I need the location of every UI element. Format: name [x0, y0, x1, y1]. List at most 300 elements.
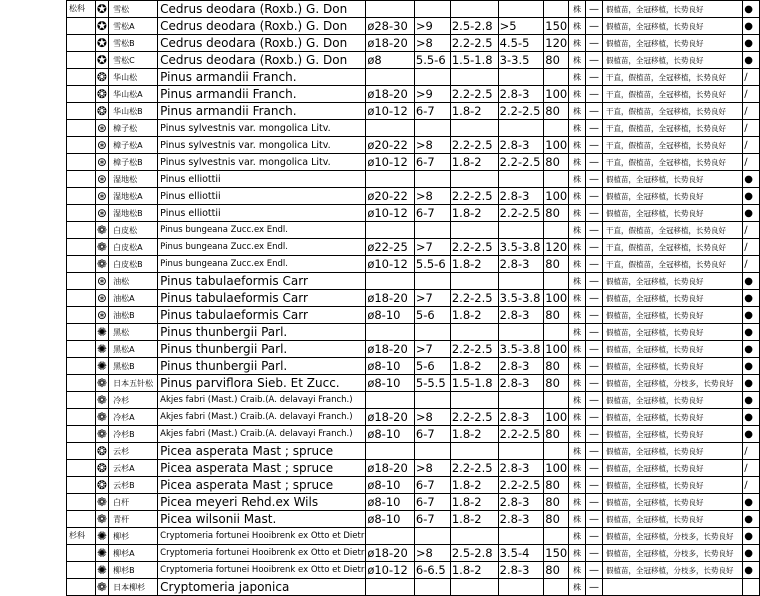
remark-cell-text: 假植苗，全冠移植，分枝多，长势良好: [605, 565, 734, 575]
remark-cell-text: 假植苗，全冠移植，长势良好: [605, 412, 704, 422]
latin-name-cell: [158, 477, 366, 494]
remark-cell: [602, 579, 742, 596]
family-cell: [67, 290, 96, 307]
remark-cell: [602, 409, 742, 426]
latin-name-cell: [158, 171, 366, 188]
quantity-cell: [544, 103, 569, 120]
chinese-name-cell: [109, 69, 158, 86]
chinese-name-cell-text: 白杆: [113, 497, 130, 507]
spread-cell: [498, 511, 544, 528]
unit-cell: [569, 18, 586, 35]
spread-cell-text: 2.8-3: [499, 409, 530, 424]
latin-name-cell: [158, 426, 366, 443]
quantity-cell: [544, 69, 569, 86]
height-cell-text: 2.5-2.8: [451, 545, 493, 560]
diameter-cell-text: ø18-20: [367, 290, 408, 305]
remark-cell-text: 假植苗，全冠移植，长势良好: [605, 327, 704, 337]
spread-cell: [498, 358, 544, 375]
unit-cell: [569, 273, 586, 290]
unit-cell: [569, 477, 586, 494]
diameter-cell: [366, 69, 415, 86]
height-cell-text: 2.2-2.5: [451, 35, 493, 50]
plant-schedule-table: [66, 0, 760, 596]
height-cell: [450, 273, 498, 290]
unit-cell: [569, 35, 586, 52]
crown-height-cell: [414, 426, 450, 443]
remark-cell-text: 干直，假植苗，全冠移植，长势良好: [605, 140, 726, 150]
spread-cell: [498, 460, 544, 477]
diameter-cell-text: ø18-20: [367, 460, 408, 475]
marker-cell-text: ●: [744, 394, 753, 406]
chinese-name-cell: [109, 103, 158, 120]
remark-cell: [602, 443, 742, 460]
chinese-name-cell-text: 华山松A: [113, 89, 143, 99]
family-cell: [67, 307, 96, 324]
height-cell-text: 2.2-2.5: [451, 86, 493, 101]
remark-cell: [602, 35, 742, 52]
plant-symbol-icon: ❁: [96, 494, 107, 509]
chinese-name-cell-text: 冷杉B: [113, 429, 135, 439]
family-cell: [67, 86, 96, 103]
crown-height-cell-text: >7: [415, 239, 433, 254]
dash-cell: [585, 426, 602, 443]
height-cell: [450, 35, 498, 52]
crown-height-cell-text: >8: [415, 460, 433, 475]
spread-cell: [498, 375, 544, 392]
family-cell: [67, 1, 96, 18]
remark-cell: [602, 494, 742, 511]
spread-cell-text: 2.8-3: [499, 375, 530, 390]
unit-cell: [569, 307, 586, 324]
latin-name-cell-text: Pinus elliottii: [160, 173, 221, 185]
diameter-cell-text: ø8-10: [367, 307, 401, 322]
chinese-name-cell: [109, 307, 158, 324]
chinese-name-cell-text: 油松A: [113, 293, 135, 303]
marker-cell: [743, 171, 760, 188]
table-row: [67, 307, 760, 324]
marker-cell-text: ∕: [744, 445, 748, 457]
chinese-name-cell: [109, 528, 158, 545]
marker-cell: [743, 273, 760, 290]
height-cell: [450, 69, 498, 86]
quantity-cell: [544, 358, 569, 375]
chinese-name-cell: [109, 341, 158, 358]
family-cell: [67, 324, 96, 341]
crown-height-cell-text: 6-7: [415, 426, 435, 441]
unit-cell: [569, 222, 586, 239]
latin-name-cell-text: Akjes fabri (Mast.) Craib.(A. delavayi Franch.): [160, 394, 353, 405]
dash-cell-text: —: [588, 343, 599, 355]
unit-cell-text: 株: [573, 361, 582, 371]
dash-cell-text: —: [588, 513, 599, 525]
chinese-name-cell-text: 油松: [113, 276, 130, 286]
remark-cell-text: 假植苗，全冠移植，长势良好: [605, 191, 704, 201]
height-cell: [450, 18, 498, 35]
crown-height-cell-text: >8: [415, 137, 433, 152]
height-cell: [450, 171, 498, 188]
chinese-name-cell: [109, 1, 158, 18]
marker-cell: [743, 511, 760, 528]
plant-symbol-icon: ⊛: [96, 290, 107, 305]
crown-height-cell: [414, 52, 450, 69]
family-cell: [67, 273, 96, 290]
latin-name-cell: [158, 392, 366, 409]
dash-cell-text: —: [588, 37, 599, 49]
crown-height-cell: [414, 528, 450, 545]
table-row: [67, 358, 760, 375]
spread-cell: [498, 409, 544, 426]
latin-name-cell-text: Pinus sylvestnis var. mongolica Litv.: [160, 156, 331, 168]
family-cell: [67, 154, 96, 171]
latin-name-cell-text: Pinus armandii Franch.: [160, 103, 297, 118]
latin-name-cell-text: Picea asperata Mast ; spruce: [160, 477, 334, 492]
dash-cell: [585, 477, 602, 494]
chinese-name-cell: [109, 375, 158, 392]
height-cell: [450, 324, 498, 341]
chinese-name-cell: [109, 205, 158, 222]
unit-cell-text: 株: [573, 89, 582, 99]
marker-cell: [743, 375, 760, 392]
marker-cell-text: ●: [744, 309, 753, 321]
marker-cell-text: ∕: [744, 88, 748, 100]
marker-cell-text: ●: [744, 411, 753, 423]
diameter-cell-text: ø22-25: [367, 239, 408, 254]
latin-name-cell: [158, 35, 366, 52]
dash-cell-text: —: [588, 292, 599, 304]
remark-cell-text: 干直，假植苗，全冠移植，长势良好: [605, 123, 726, 133]
dash-cell: [585, 86, 602, 103]
crown-height-cell-text: >9: [415, 18, 433, 33]
diameter-cell: [366, 392, 415, 409]
plant-symbol-icon: ✺: [96, 341, 107, 356]
unit-cell-text: 株: [573, 429, 582, 439]
height-cell: [450, 205, 498, 222]
dash-cell: [585, 1, 602, 18]
dash-cell-text: —: [588, 207, 599, 219]
spread-cell-text: >5: [499, 18, 517, 33]
dash-cell: [585, 171, 602, 188]
dash-cell-text: —: [588, 122, 599, 134]
unit-cell-text: 株: [573, 157, 582, 167]
remark-cell-text: 假植苗，全冠移植，长势良好: [605, 446, 704, 456]
latin-name-cell-text: Cryptomeria fortunei Hooibrenk ex Otto et Dietr: [160, 530, 365, 541]
latin-name-cell-text: Pinus elliottii: [160, 207, 221, 219]
unit-cell-text: 株: [573, 310, 582, 320]
unit-cell-text: 株: [573, 446, 582, 456]
remark-cell-text: 假植苗，全冠移植，长势良好: [605, 361, 704, 371]
chinese-name-cell-text: 樟子松: [113, 123, 138, 133]
remark-cell-text: 干直，假植苗，全冠移植，长势良好: [605, 225, 726, 235]
marker-cell-text: ●: [744, 377, 753, 389]
unit-cell: [569, 375, 586, 392]
crown-height-cell: [414, 137, 450, 154]
spread-cell: [498, 18, 544, 35]
spread-cell: [498, 256, 544, 273]
latin-name-cell-text: Cryptomeria japonica: [160, 579, 290, 594]
dash-cell: [585, 511, 602, 528]
latin-name-cell-text: Pinus bungeana Zucc.ex Endl.: [160, 258, 288, 269]
quantity-cell-text: 80: [545, 358, 560, 373]
height-cell: [450, 409, 498, 426]
diameter-cell-text: ø18-20: [367, 409, 408, 424]
crown-height-cell: [414, 511, 450, 528]
chinese-name-cell-text: 华山松B: [113, 106, 143, 116]
spread-cell-text: 2.8-3: [499, 188, 530, 203]
chinese-name-cell-text: 日本柳杉: [113, 582, 146, 592]
spread-cell-text: 2.2-2.5: [499, 426, 541, 441]
dash-cell-text: —: [588, 71, 599, 83]
table-row: [67, 528, 760, 545]
plant-symbol-icon: ❁: [96, 222, 107, 237]
latin-name-cell-text: Pinus bungeana Zucc.ex Endl.: [160, 224, 288, 235]
unit-cell: [569, 239, 586, 256]
crown-height-cell: [414, 341, 450, 358]
dash-cell: [585, 375, 602, 392]
remark-cell-text: 假植苗，全冠移植，分枝多，长势良好: [605, 378, 734, 388]
spread-cell: [498, 86, 544, 103]
height-cell: [450, 460, 498, 477]
unit-cell-text: 株: [573, 531, 582, 541]
spread-cell-text: 3.5-3.8: [499, 341, 541, 356]
quantity-cell: [544, 120, 569, 137]
diameter-cell: [366, 477, 415, 494]
marker-cell: [743, 205, 760, 222]
diameter-cell-text: ø20-22: [367, 137, 408, 152]
dash-cell-text: —: [588, 496, 599, 508]
chinese-name-cell-text: 樟子松A: [113, 140, 143, 150]
quantity-cell: [544, 460, 569, 477]
chinese-name-cell-text: 白皮松A: [113, 242, 143, 252]
spread-cell: [498, 35, 544, 52]
crown-height-cell-text: >8: [415, 545, 433, 560]
plant-symbol-icon: ❂: [96, 477, 107, 492]
family-cell: [67, 392, 96, 409]
dash-cell: [585, 341, 602, 358]
chinese-name-cell: [109, 171, 158, 188]
remark-cell: [602, 103, 742, 120]
crown-height-cell: [414, 86, 450, 103]
unit-cell-text: 株: [573, 480, 582, 490]
chinese-name-cell-text: 黑松: [113, 327, 130, 337]
diameter-cell: [366, 120, 415, 137]
table-row: [67, 290, 760, 307]
marker-cell-text: ∕: [744, 139, 748, 151]
marker-cell-text: ●: [744, 275, 753, 287]
diameter-cell: [366, 375, 415, 392]
latin-name-cell-text: Akjes fabri (Mast.) Craib.(A. delavayi Franch.): [160, 411, 353, 422]
spread-cell: [498, 528, 544, 545]
table-row: [67, 35, 760, 52]
spread-cell-text: 2.8-3: [499, 494, 530, 509]
plant-symbol-icon: ✺: [96, 545, 107, 560]
chinese-name-cell: [109, 18, 158, 35]
plant-symbol-icon: ⊛: [96, 171, 107, 186]
chinese-name-cell-text: 华山松: [113, 72, 138, 82]
marker-cell: [743, 290, 760, 307]
unit-cell: [569, 545, 586, 562]
family-cell: [67, 239, 96, 256]
latin-name-cell: [158, 273, 366, 290]
quantity-cell: [544, 562, 569, 579]
remark-cell: [602, 171, 742, 188]
remark-cell: [602, 324, 742, 341]
marker-cell-text: ∕: [744, 479, 748, 491]
unit-cell-text: 株: [573, 259, 582, 269]
unit-cell-text: 株: [573, 565, 582, 575]
family-cell: [67, 443, 96, 460]
quantity-cell-text: 100: [545, 137, 568, 152]
unit-cell: [569, 1, 586, 18]
crown-height-cell-text: 5-6: [415, 358, 435, 373]
latin-name-cell-text: Pinus armandii Franch.: [160, 69, 297, 84]
crown-height-cell-text: >8: [415, 35, 433, 50]
crown-height-cell-text: 5.5-6: [415, 256, 446, 271]
unit-cell-text: 株: [573, 395, 582, 405]
marker-cell: [743, 222, 760, 239]
unit-cell-text: 株: [573, 38, 582, 48]
plant-symbol-icon: ❁: [96, 239, 107, 254]
unit-cell: [569, 494, 586, 511]
plant-symbol-icon: ⊛: [96, 120, 107, 135]
remark-cell-text: 假植苗，全冠移植，长势良好: [605, 395, 704, 405]
table-row: [67, 375, 760, 392]
chinese-name-cell: [109, 545, 158, 562]
remark-cell: [602, 18, 742, 35]
marker-cell: [743, 562, 760, 579]
plant-symbol-icon: ❁: [96, 409, 107, 424]
latin-name-cell: [158, 375, 366, 392]
quantity-cell-text: 80: [545, 562, 560, 577]
diameter-cell: [366, 460, 415, 477]
unit-cell-text: 株: [573, 55, 582, 65]
unit-cell-text: 株: [573, 514, 582, 524]
marker-cell: [743, 528, 760, 545]
diameter-cell: [366, 52, 415, 69]
diameter-cell: [366, 273, 415, 290]
marker-cell: [743, 341, 760, 358]
diameter-cell: [366, 409, 415, 426]
quantity-cell-text: 150: [545, 545, 568, 560]
family-cell: [67, 256, 96, 273]
dash-cell-text: —: [588, 54, 599, 66]
remark-cell-text: 假植苗，全冠移植，长势良好: [605, 174, 704, 184]
chinese-name-cell-text: 樟子松B: [113, 157, 143, 167]
remark-cell: [602, 256, 742, 273]
spread-cell: [498, 103, 544, 120]
unit-cell-text: 株: [573, 412, 582, 422]
diameter-cell-text: ø18-20: [367, 545, 408, 560]
spread-cell: [498, 52, 544, 69]
quantity-cell: [544, 18, 569, 35]
diameter-cell: [366, 324, 415, 341]
crown-height-cell-text: >8: [415, 188, 433, 203]
quantity-cell-text: 80: [545, 103, 560, 118]
table-row: [67, 409, 760, 426]
remark-cell-text: 假植苗，全冠移植，长势良好: [605, 55, 704, 65]
remark-cell: [602, 307, 742, 324]
latin-name-cell: [158, 137, 366, 154]
plant-symbol-icon: ⊛: [96, 205, 107, 220]
quantity-cell: [544, 409, 569, 426]
chinese-name-cell: [109, 579, 158, 596]
latin-name-cell: [158, 188, 366, 205]
unit-cell-text: 株: [573, 293, 582, 303]
dash-cell-text: —: [588, 139, 599, 151]
remark-cell-text: 假植苗，全冠移植，长势良好: [605, 344, 704, 354]
crown-height-cell: [414, 307, 450, 324]
crown-height-cell-text: >9: [415, 86, 433, 101]
latin-name-cell: [158, 409, 366, 426]
chinese-name-cell-text: 冷杉: [113, 395, 130, 405]
latin-name-cell: [158, 256, 366, 273]
family-cell: [67, 409, 96, 426]
unit-cell: [569, 52, 586, 69]
height-cell: [450, 137, 498, 154]
dash-cell-text: —: [588, 547, 599, 559]
unit-cell-text: 株: [573, 242, 582, 252]
chinese-name-cell: [109, 256, 158, 273]
unit-cell: [569, 562, 586, 579]
diameter-cell: [366, 290, 415, 307]
dash-cell: [585, 273, 602, 290]
quantity-cell: [544, 1, 569, 18]
crown-height-cell-text: >7: [415, 341, 433, 356]
latin-name-cell: [158, 460, 366, 477]
diameter-cell: [366, 341, 415, 358]
chinese-name-cell-text: 白皮松: [113, 225, 138, 235]
quantity-cell: [544, 35, 569, 52]
dash-cell: [585, 256, 602, 273]
quantity-cell: [544, 86, 569, 103]
marker-cell-text: ●: [744, 343, 753, 355]
remark-cell: [602, 137, 742, 154]
unit-cell: [569, 256, 586, 273]
latin-name-cell: [158, 120, 366, 137]
unit-cell: [569, 460, 586, 477]
family-cell-text: 杉科: [69, 530, 85, 540]
chinese-name-cell-text: 湿地松B: [113, 208, 143, 218]
height-cell: [450, 103, 498, 120]
dash-cell: [585, 188, 602, 205]
diameter-cell: [366, 137, 415, 154]
height-cell: [450, 239, 498, 256]
family-cell: [67, 188, 96, 205]
marker-cell-text: ∕: [744, 258, 748, 270]
dash-cell: [585, 545, 602, 562]
quantity-cell-text: 80: [545, 511, 560, 526]
dash-cell: [585, 35, 602, 52]
dash-cell: [585, 307, 602, 324]
spread-cell: [498, 290, 544, 307]
remark-cell: [602, 69, 742, 86]
dash-cell-text: —: [588, 3, 599, 15]
height-cell-text: 2.2-2.5: [451, 290, 493, 305]
table-row: [67, 545, 760, 562]
latin-name-cell-text: Pinus bungeana Zucc.ex Endl.: [160, 241, 288, 252]
height-cell: [450, 188, 498, 205]
chinese-name-cell: [109, 324, 158, 341]
unit-cell-text: 株: [573, 548, 582, 558]
chinese-name-cell: [109, 239, 158, 256]
latin-name-cell: [158, 562, 366, 579]
remark-cell: [602, 562, 742, 579]
remark-cell: [602, 341, 742, 358]
remark-cell: [602, 358, 742, 375]
unit-cell-text: 株: [573, 327, 582, 337]
marker-cell-text: ●: [744, 547, 753, 559]
diameter-cell-text: ø10-12: [367, 205, 408, 220]
marker-cell-text: ●: [744, 207, 753, 219]
